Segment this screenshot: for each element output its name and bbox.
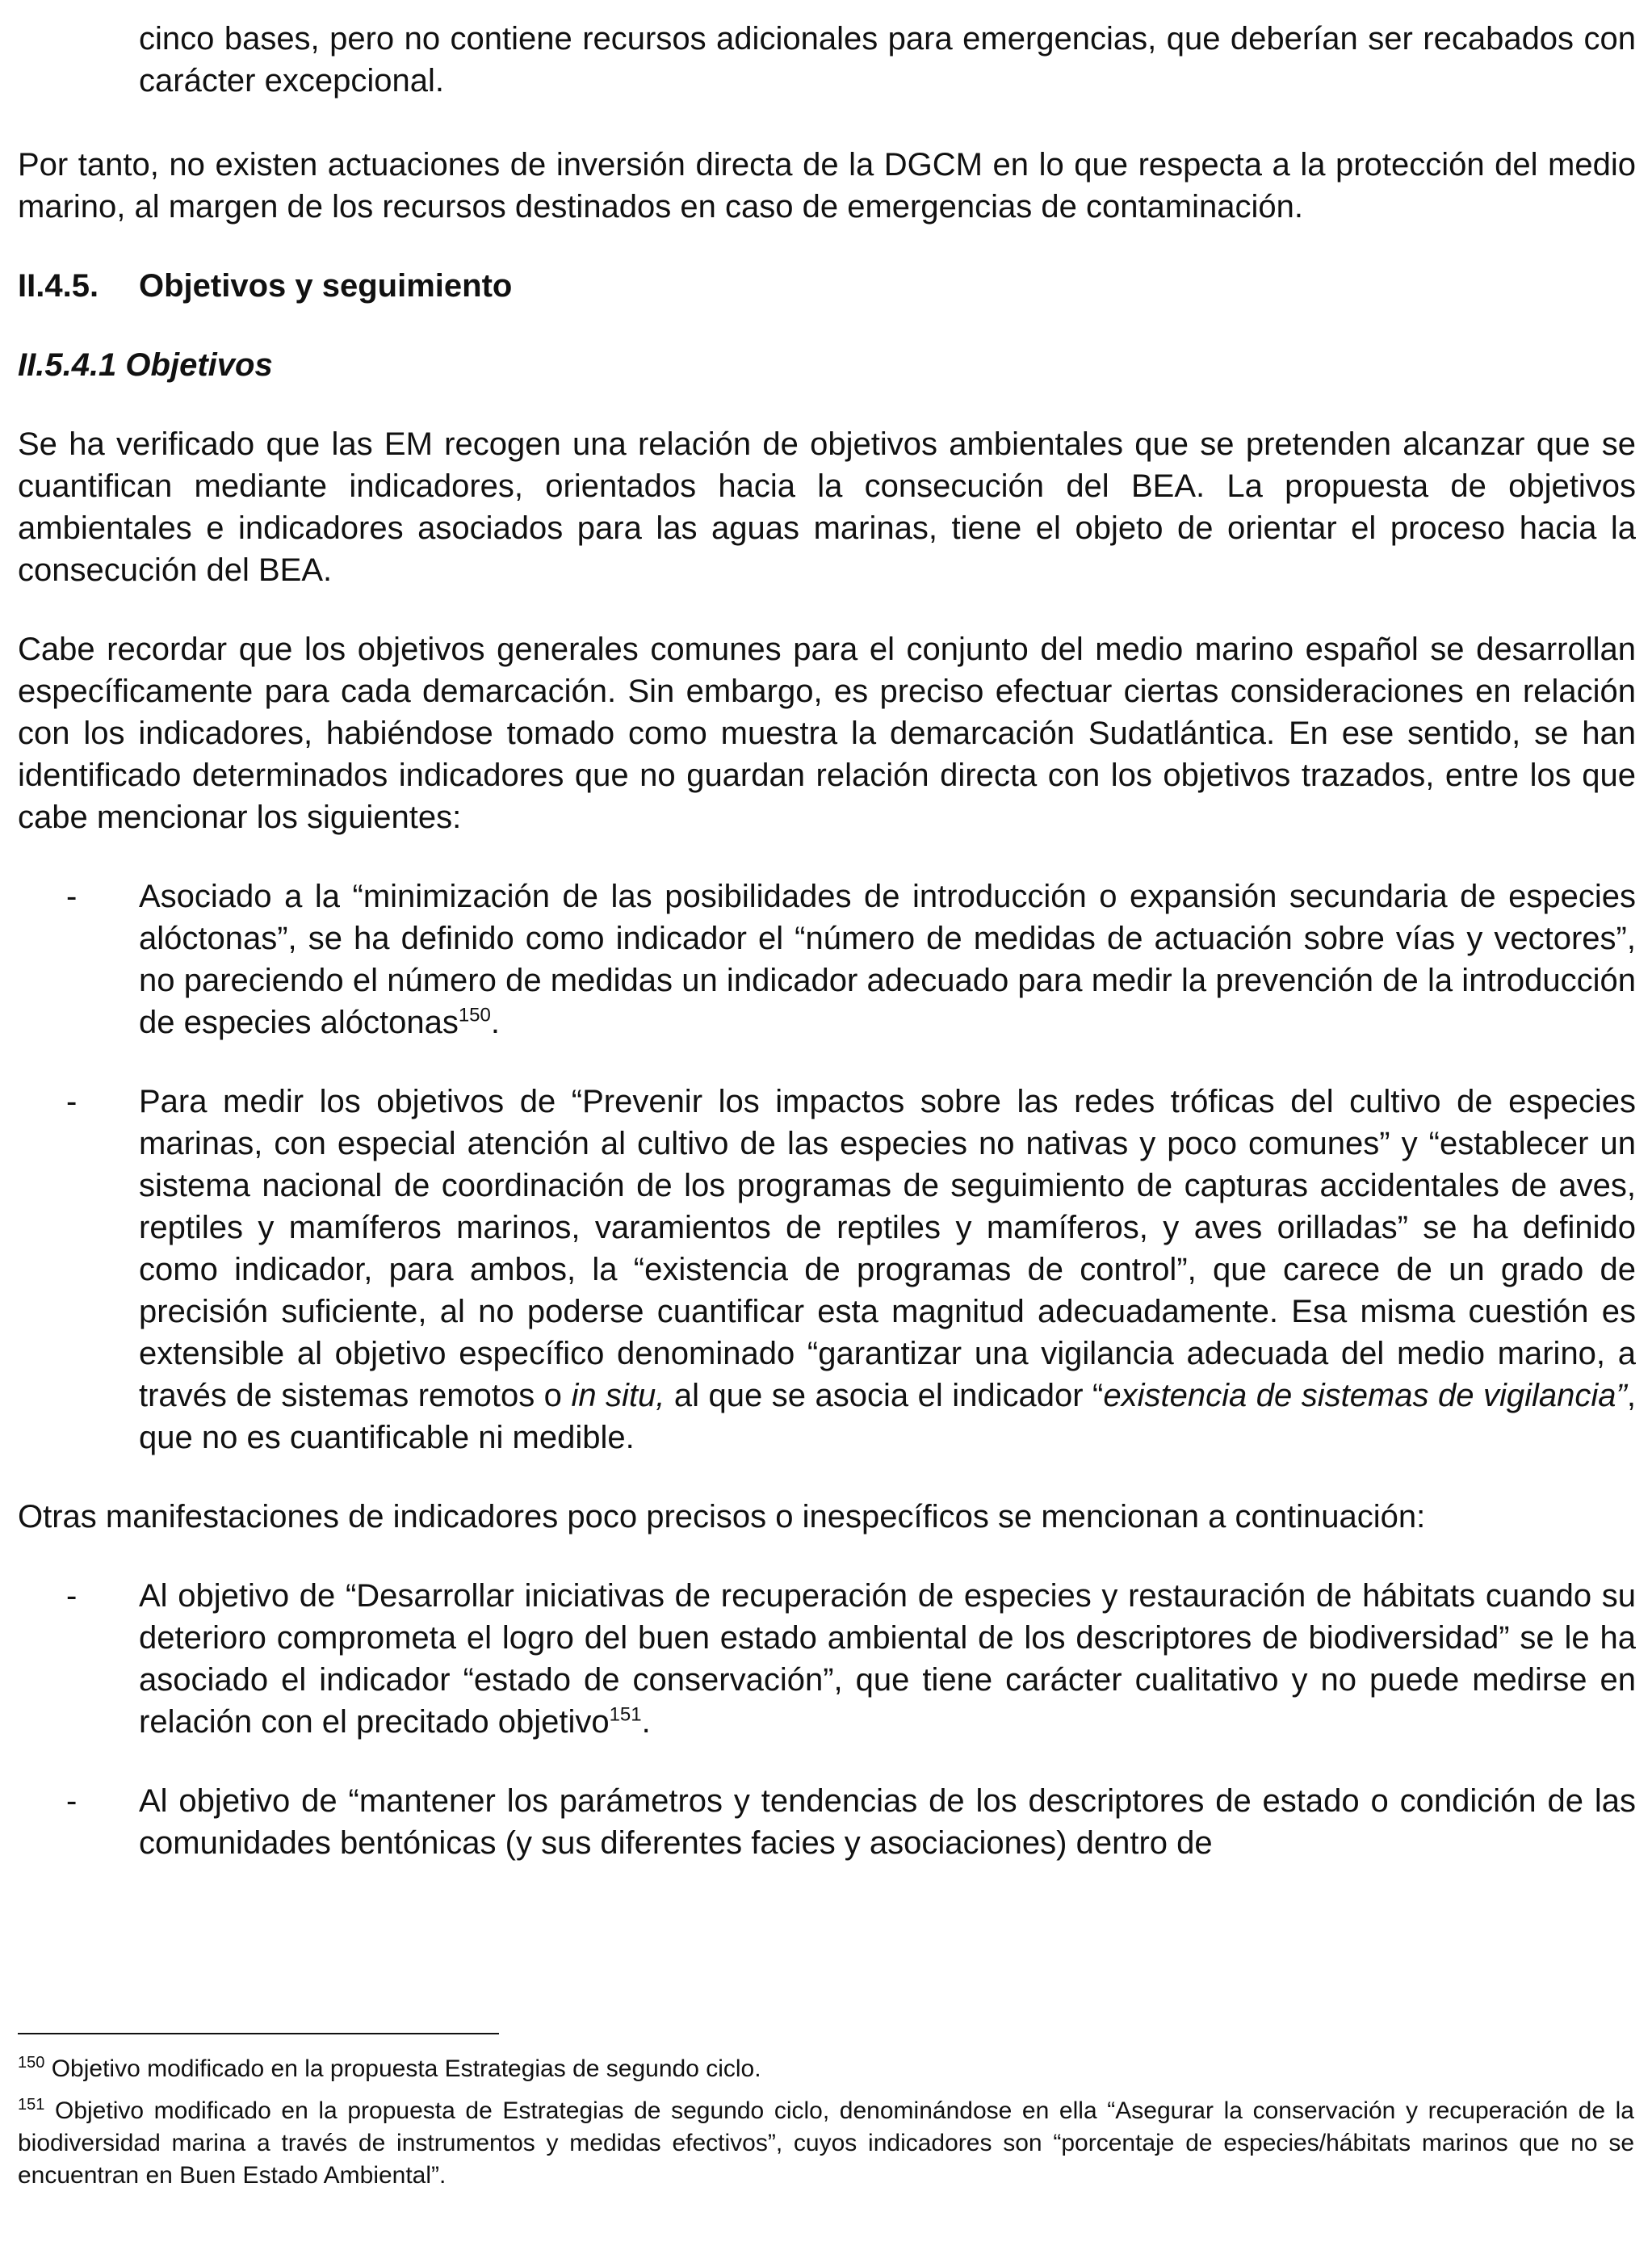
section-heading <box>18 265 1636 307</box>
bullet-item-1 <box>18 875 1636 1043</box>
bullet-4-text: Al objetivo de “mantener los parámetros y tendencias de los descriptores de estado o condición de las comunidades bentónicas (y sus diferentes facies y asociaciones) dentro de <box>139 1783 1636 1861</box>
otras-manifestaciones-paragraph: Otras manifestaciones de indicadores poco precisos o inespecíficos se mencionan a continuación: <box>18 1499 1426 1535</box>
bullet-item-2 <box>18 1081 1636 1459</box>
bullet-dash: - <box>66 879 78 914</box>
footnotes <box>18 2053 1634 2192</box>
footnote-number: 150 <box>18 2054 45 2072</box>
subsection-heading: II.5.4.1 Objetivos <box>18 347 273 383</box>
footnote-ref-151[interactable]: 151 <box>609 1703 642 1726</box>
cabe-recordar-paragraph: Cabe recordar que los objetivos generales comunes para el conjunto del medio marino español se desarrollan específicamente para cada demarcación. Sin embargo, es preciso efectuar ciertas consideraciones en relación con los indicadores, habiéndose tomado como muestra la demarcación Sudatlántica. En ese sentido, se han identificado determinados indicadores que no guardan relación directa con los objetivos trazados, entre los que cabe mencionar los siguientes: <box>18 632 1636 835</box>
verificado-paragraph: Se ha verificado que las EM recogen una relación de objetivos ambientales que se pretenden alcanzar que se cuantifican mediante indicadores, orientados hacia la consecución del BEA. La propuesta de objetivos ambientales e indicadores asociados para las aguas marinas, tiene el objeto de orientar el proceso hacia la consecución del BEA. <box>18 426 1636 588</box>
footnote-text: Objetivo modificado en la propuesta de Estrategias de segundo ciclo, denominándose en ella “Asegurar la conservación y recuperación de la biodiversidad marina a través de instrumentos y medidas efectivos”, cuyos indicadores son “porcentaje de especies/hábitats marinos que no se encuentran en Buen Estado Ambiental”. <box>18 2097 1634 2189</box>
footnote-number: 151 <box>18 2096 45 2114</box>
bullet-dash: - <box>66 1578 78 1614</box>
footnote-separator <box>18 2033 499 2034</box>
bullet-2-italic-in-situ: in situ, <box>571 1378 665 1413</box>
bullet-item-4 <box>18 1780 1636 1864</box>
bullet-dash: - <box>66 1084 78 1119</box>
bullet-1-end: . <box>490 1005 500 1040</box>
no-inversion-paragraph: Por tanto, no existen actuaciones de inversión directa de la DGCM en lo que respecta a la protección del medio marino, al margen de los recursos destinados en caso de emergencias de contaminación. <box>18 147 1636 225</box>
bullet-2-text-3: , que no es cuantificable ni medible. <box>139 1378 1636 1455</box>
bullet-2-italic-indicator: existencia de sistemas de vigilancia” <box>1103 1378 1627 1413</box>
bullet-3-end: . <box>641 1704 651 1740</box>
section-number: II.4.5. <box>18 268 99 304</box>
section-title: Objetivos y seguimiento <box>139 268 513 304</box>
footnote-150 <box>18 2053 1634 2085</box>
bullet-2-text-1: Para medir los objetivos de “Prevenir los impactos sobre las redes tróficas del cultivo de especies marinas, con especial atención al cultivo de las especies no nativas y poco comunes” y “establecer un sistema nacional de coordinación de los programas de seguimiento de capturas accidentales de aves, reptiles y mamíferos marinos, varamientos de reptiles y mamíferos, y aves orilladas” se ha definido como indicador, para ambos, la “existencia de programas de control”, que carece de un grado de precisión suficiente, al no poderse cuantificar esta magnitud adecuadamente. Esa misma cuestión es extensible al objetivo específico denominado “garantizar una vigilancia adecuada del medio marino, a través de sistemas remotos o <box>139 1084 1636 1413</box>
bullet-3-text: Al objetivo de “Desarrollar iniciativas de recuperación de especies y restauración de hábitats cuando su deterioro comprometa el logro del buen estado ambiental de los descriptores de biodiversidad” se le ha asociado el indicador “estado de conservación”, que tiene carácter cualitativo y no puede medirse en relación con el precitado objetivo <box>139 1578 1636 1740</box>
footnote-151 <box>18 2095 1634 2192</box>
bullet-item-3 <box>18 1575 1636 1743</box>
bullet-1-text: Asociado a la “minimización de las posibilidades de introducción o expansión secundaria de especies alóctonas”, se ha definido como indicador el “número de medidas de actuación sobre vías y vectores”, no pareciendo el número de medidas un indicador adecuado para medir la prevención de la introducción de especies alóctonas <box>139 879 1636 1040</box>
top-continuation-paragraph: cinco bases, pero no contiene recursos adicionales para emergencias, que deberían ser recabados con carácter excepcional. <box>139 21 1636 99</box>
footnote-text: Objetivo modificado en la propuesta Estrategias de segundo ciclo. <box>44 2055 761 2082</box>
bullet-dash: - <box>66 1783 78 1819</box>
footnote-ref-150[interactable]: 150 <box>458 1004 491 1027</box>
bullet-2-text-2: al que se asocia el indicador “ <box>665 1378 1104 1413</box>
